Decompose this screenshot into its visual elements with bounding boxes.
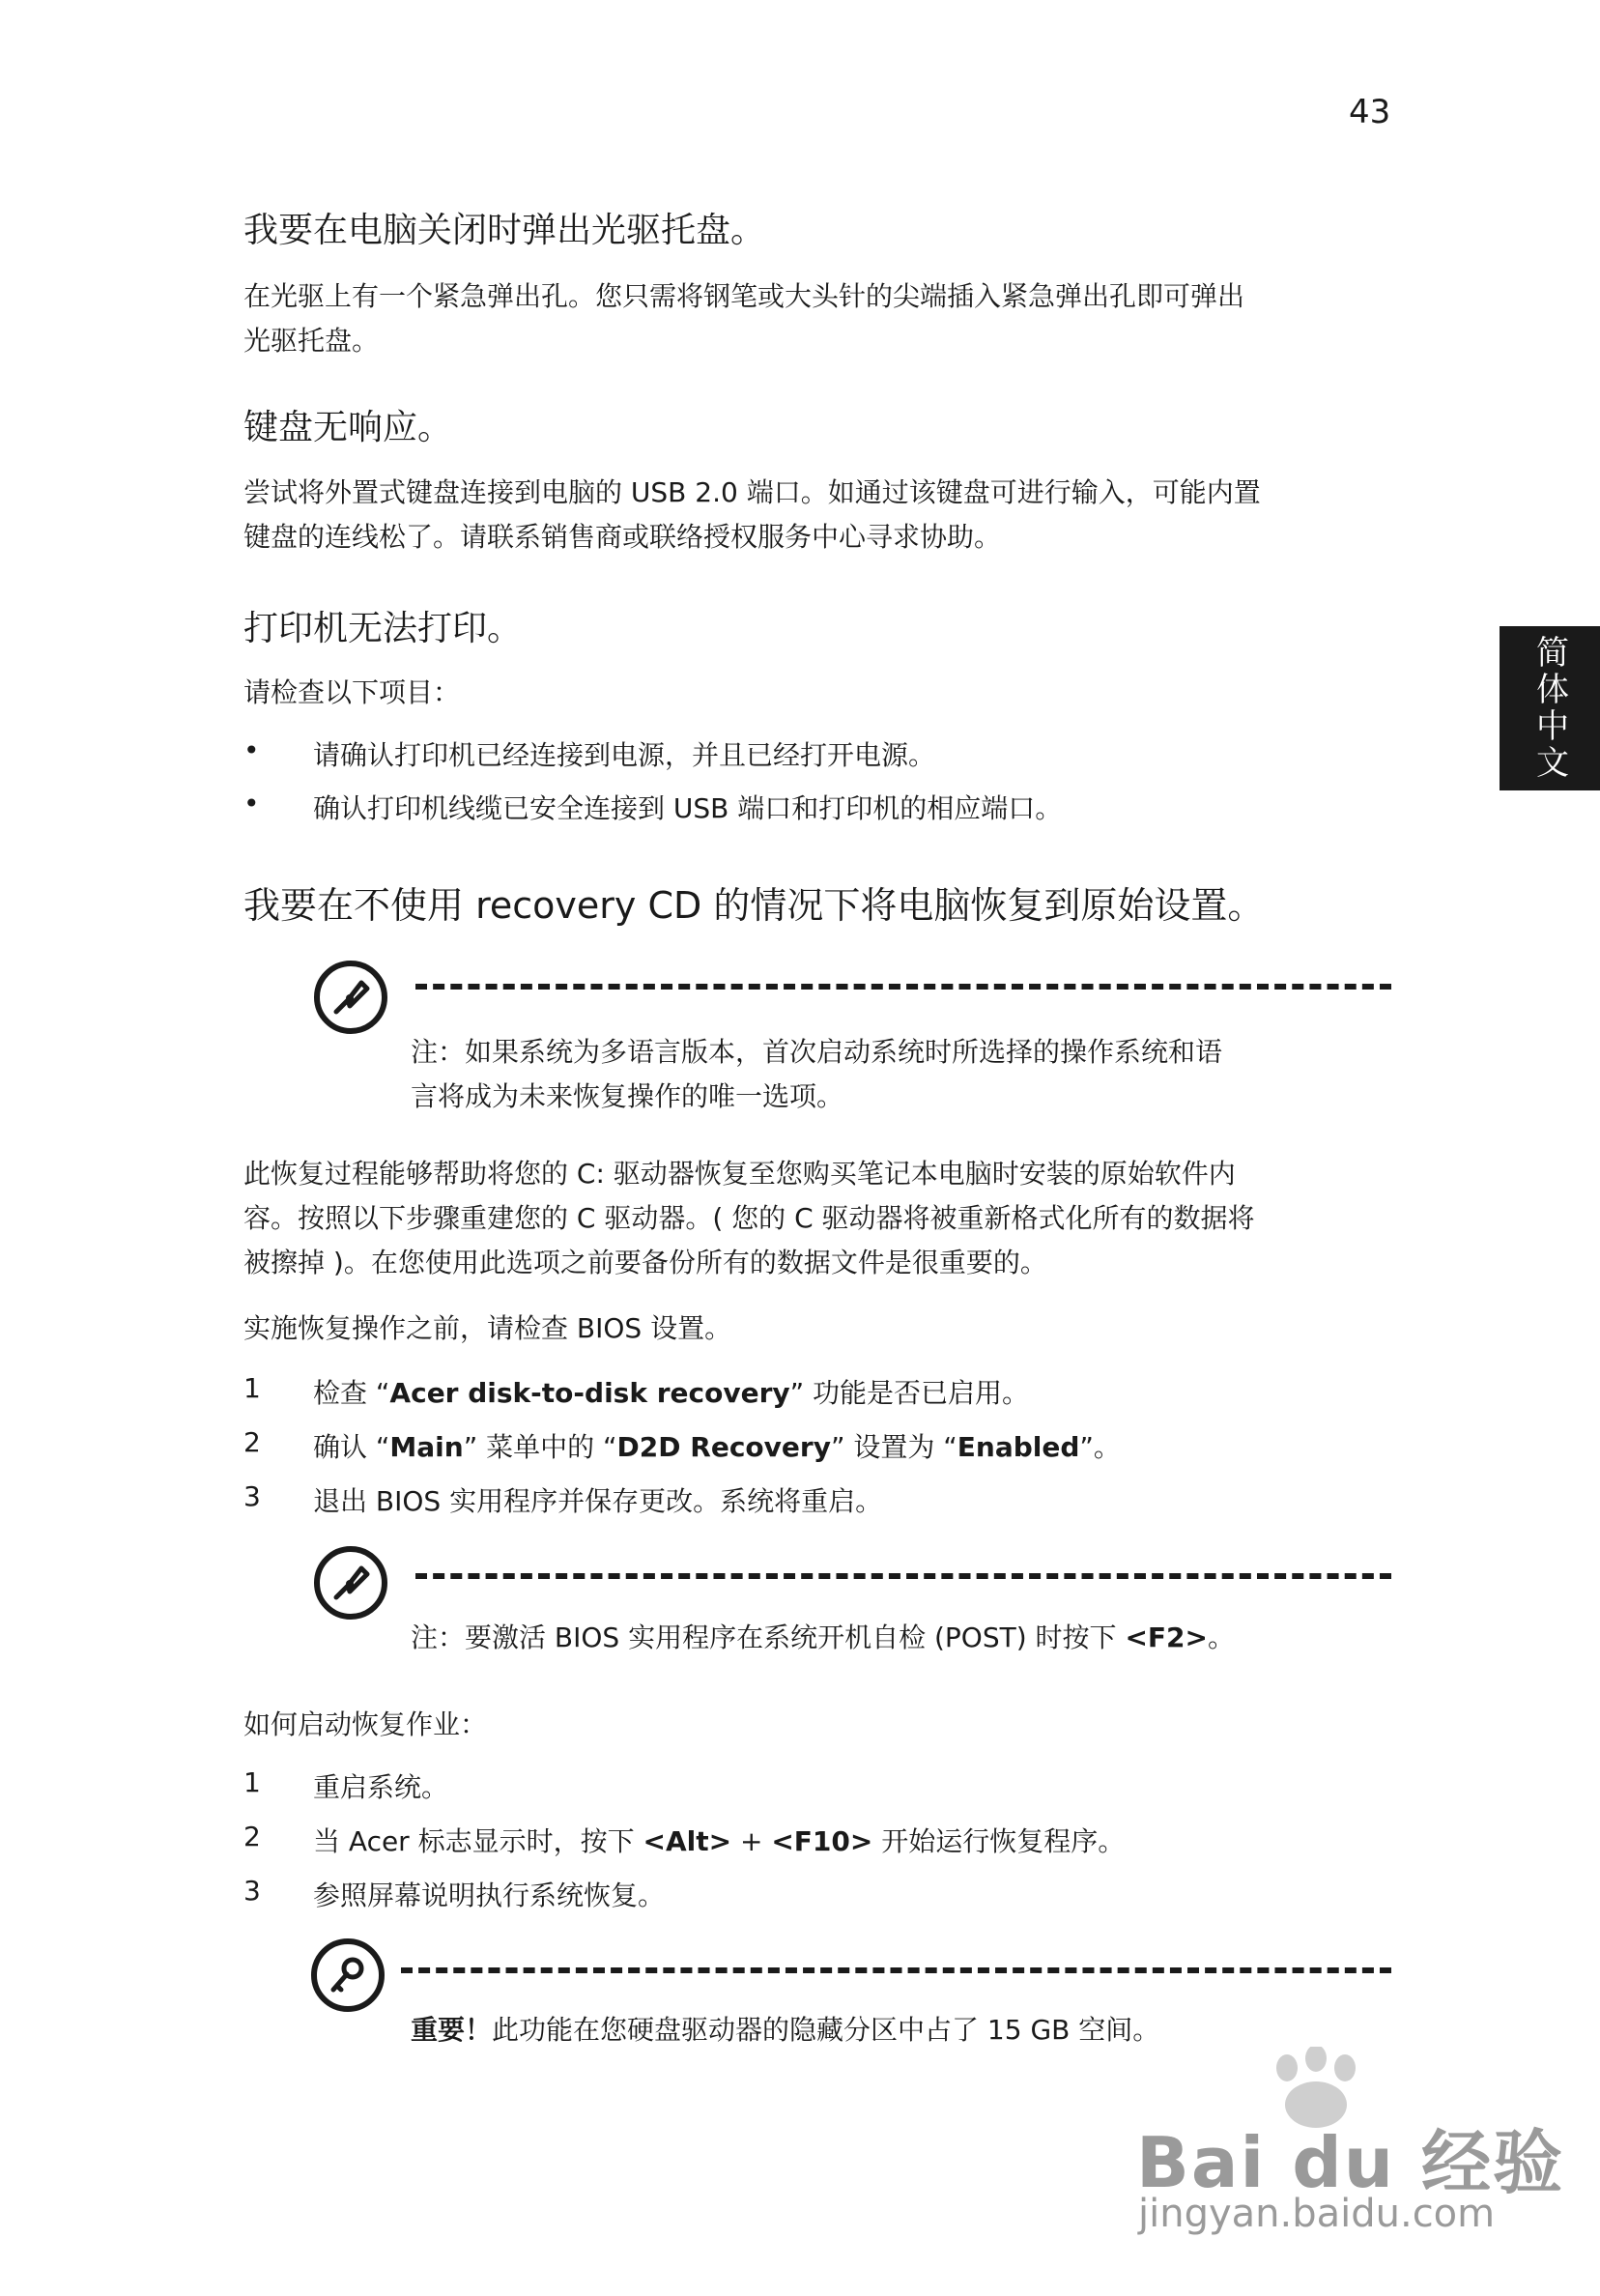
note-pen-icon bbox=[314, 1546, 387, 1620]
step-number: 1 bbox=[243, 1766, 261, 1798]
key-glyph bbox=[326, 1953, 370, 1997]
note-bios-key bbox=[411, 1616, 1396, 1660]
paragraph-line: 此恢复过程能够帮助将您的 C: 驱动器恢复至您购买笔记本电脑时安装的原始软件内 bbox=[243, 1158, 1236, 1190]
step-text-part: ” 菜单中的 “ bbox=[463, 1431, 617, 1463]
step-text-bold: Main bbox=[389, 1431, 464, 1463]
step-text-part: 当 Acer 标志显示时，按下 bbox=[313, 1825, 643, 1857]
step-text-part: 开始运行恢复程序。 bbox=[872, 1825, 1126, 1857]
step-number: 3 bbox=[243, 1480, 261, 1512]
step-text bbox=[313, 1426, 1121, 1465]
step-text bbox=[313, 1821, 1125, 1859]
note-divider bbox=[415, 984, 1391, 990]
watermark-brand: Bai du 经验 bbox=[1136, 2122, 1565, 2203]
printer-intro: 请检查以下项目： bbox=[243, 676, 461, 708]
note-divider bbox=[401, 1967, 1391, 1973]
paragraph-line: 在光驱上有一个紧急弹出孔。您只需将钢笔或大头针的尖端插入紧急弹出孔即可弹出 bbox=[243, 280, 1245, 312]
heading-recovery: 我要在不使用 recovery CD 的情况下将电脑恢复到原始设置。 bbox=[243, 884, 1265, 927]
important-key-icon bbox=[311, 1938, 385, 2012]
step-text-part: 确认 “ bbox=[313, 1431, 390, 1463]
watermark-url: jingyan.baidu.com bbox=[1138, 2192, 1496, 2236]
start-intro: 如何启动恢复作业： bbox=[243, 1708, 488, 1740]
bios-step bbox=[243, 1372, 1393, 1411]
step-text-part: 检查 “ bbox=[313, 1377, 390, 1409]
step-text bbox=[313, 1372, 1029, 1411]
bullet: • bbox=[243, 734, 260, 766]
step-number: 1 bbox=[243, 1372, 261, 1404]
start-step bbox=[243, 1875, 1393, 1913]
step-text-bold: <F10> bbox=[771, 1825, 873, 1857]
bios-step bbox=[243, 1480, 1393, 1519]
step-text-part: ”。 bbox=[1079, 1431, 1121, 1463]
list-item bbox=[243, 788, 1393, 826]
step-text-part: + bbox=[731, 1825, 772, 1857]
step-number: 2 bbox=[243, 1821, 261, 1852]
bios-step bbox=[243, 1426, 1393, 1465]
start-step bbox=[243, 1766, 1393, 1805]
important-note bbox=[411, 2008, 1377, 2052]
bullet: • bbox=[243, 788, 260, 819]
note-line: 注：如果系统为多语言版本，首次启动系统时所选择的操作系统和语 bbox=[411, 1036, 1223, 1068]
heading-eject: 我要在电脑关闭时弹出光驱托盘。 bbox=[243, 211, 766, 250]
paragraph-recovery bbox=[243, 1152, 1393, 1285]
note-pen-glyph bbox=[329, 1561, 373, 1605]
step-text-part: ” 功能是否已启用。 bbox=[789, 1377, 1030, 1409]
list-item bbox=[243, 734, 1393, 773]
bios-intro: 实施恢复操作之前，请检查 BIOS 设置。 bbox=[243, 1312, 732, 1344]
note-key: <F2> bbox=[1125, 1622, 1208, 1653]
paragraph-line: 尝试将外置式键盘连接到电脑的 USB 2.0 端口。如通过该键盘可进行输入，可能内置 bbox=[243, 476, 1261, 508]
step-text: 参照屏幕说明执行系统恢复。 bbox=[313, 1880, 666, 1911]
step-text-bold: D2D Recovery bbox=[616, 1431, 831, 1463]
step-text-part: ” 设置为 “ bbox=[830, 1431, 957, 1463]
paragraph-line: 被擦掉 )。在您使用此选项之前要备份所有的数据文件是很重要的。 bbox=[243, 1247, 1047, 1278]
note-text-part: 。 bbox=[1207, 1622, 1235, 1653]
note-pen-icon bbox=[314, 961, 387, 1034]
note-text-part: 注：要激活 BIOS 实用程序在系统开机自检 (POST) 时按下 bbox=[411, 1622, 1126, 1653]
important-text: 此功能在您硬盘驱动器的隐藏分区中占了 15 GB 空间。 bbox=[492, 2014, 1160, 2046]
note-line: 言将成为未来恢复操作的唯一选项。 bbox=[411, 1080, 844, 1112]
step-text: 退出 BIOS 实用程序并保存更改。系统将重启。 bbox=[313, 1485, 883, 1517]
paragraph-line: 容。按照以下步骤重建您的 C 驱动器。( 您的 C 驱动器将被重新格式化所有的数据将 bbox=[243, 1202, 1255, 1234]
step-number: 3 bbox=[243, 1875, 261, 1907]
page-number: 43 bbox=[1349, 93, 1391, 131]
important-label: 重要！ bbox=[411, 2014, 493, 2046]
step-text-bold: Acer disk-to-disk recovery bbox=[389, 1377, 790, 1409]
step-text-bold: Enabled bbox=[957, 1431, 1080, 1463]
note-pen-glyph bbox=[329, 975, 373, 1019]
note-divider bbox=[415, 1573, 1391, 1579]
paragraph-line: 键盘的连线松了。请联系销售商或联络授权服务中心寻求协助。 bbox=[243, 521, 1002, 553]
start-step bbox=[243, 1821, 1393, 1859]
note-multilingual bbox=[411, 1030, 1338, 1119]
step-text: 重启系统。 bbox=[313, 1771, 449, 1803]
language-tab: 简体中文 bbox=[1500, 626, 1600, 790]
step-text-bold: <Alt> bbox=[643, 1825, 732, 1857]
list-item-text: 请确认打印机已经连接到电源，并且已经打开电源。 bbox=[313, 739, 936, 771]
paragraph-keyboard bbox=[243, 471, 1393, 560]
list-item-text: 确认打印机线缆已安全连接到 USB 端口和打印机的相应端口。 bbox=[313, 792, 1063, 824]
heading-printer: 打印机无法打印。 bbox=[243, 609, 523, 648]
heading-keyboard: 键盘无响应。 bbox=[243, 408, 453, 447]
paragraph-line: 光驱托盘。 bbox=[243, 325, 380, 357]
step-number: 2 bbox=[243, 1426, 261, 1458]
paragraph-eject bbox=[243, 274, 1393, 363]
